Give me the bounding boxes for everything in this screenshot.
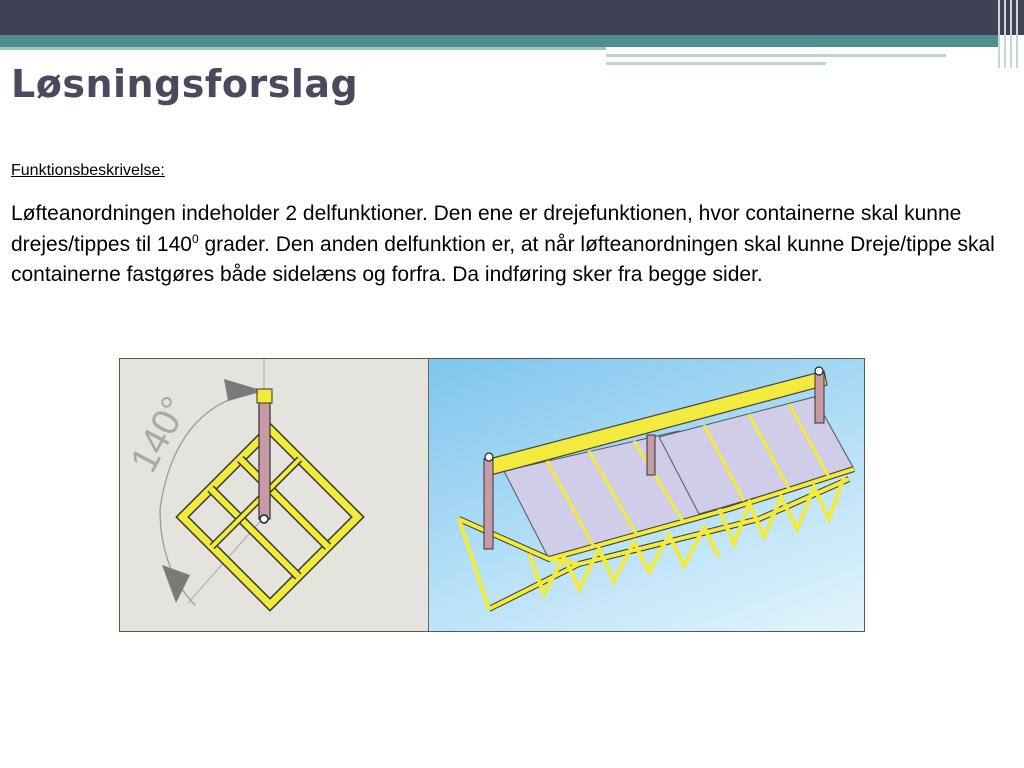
- arrow-head-bottom: [162, 565, 190, 603]
- paragraph-text-part2: grader. Den anden delfunktion er, at når løfteanordningen skal kunne Dreje/tippe skal containerne fastgøres både sidelæns og forfra. Da indføring sker fra begge sider.: [11, 232, 995, 286]
- rotation-diagram-drawing: [120, 359, 428, 631]
- header-decor-line: [606, 62, 826, 65]
- header-decor-vline: [1010, 0, 1012, 68]
- rotation-diagram-panel: [120, 359, 429, 631]
- hydraulic-cylinder-right: [815, 373, 824, 423]
- header-decor-line: [606, 54, 946, 57]
- mount-point-right: [815, 367, 823, 375]
- header-accent-thin-stripe: [0, 47, 606, 50]
- lifting-device-figure: [119, 358, 865, 632]
- hydraulic-cylinder-left: [484, 459, 493, 549]
- section-subheading: Funktionsbeskrivelse:: [11, 162, 165, 179]
- cylinder-mount: [257, 389, 272, 403]
- angle-label: 140°: [122, 390, 197, 480]
- header-decor-vline: [1004, 0, 1006, 68]
- hydraulic-cylinder: [259, 399, 270, 519]
- support-post: [647, 435, 655, 475]
- mount-point-left: [485, 453, 493, 461]
- paragraph-text-part1: Løfteanordningen indeholder 2 delfunktioner. Den ene er drejefunktionen, hvor containerne skal kunne drejes/tippes til 140: [11, 202, 962, 256]
- body-paragraph: [11, 199, 1011, 291]
- degree-superscript: 0: [191, 231, 199, 246]
- header-decor-vline: [998, 0, 1000, 68]
- pivot-point: [260, 515, 268, 523]
- slide-title: Løsningsforslag: [11, 62, 359, 106]
- header-bar: [0, 0, 1024, 35]
- header-decor-vline: [1016, 0, 1018, 68]
- 3d-render-panel: [429, 359, 864, 631]
- lifting-frame-3d-drawing: [429, 359, 864, 631]
- header-accent-stripe: [0, 35, 1000, 47]
